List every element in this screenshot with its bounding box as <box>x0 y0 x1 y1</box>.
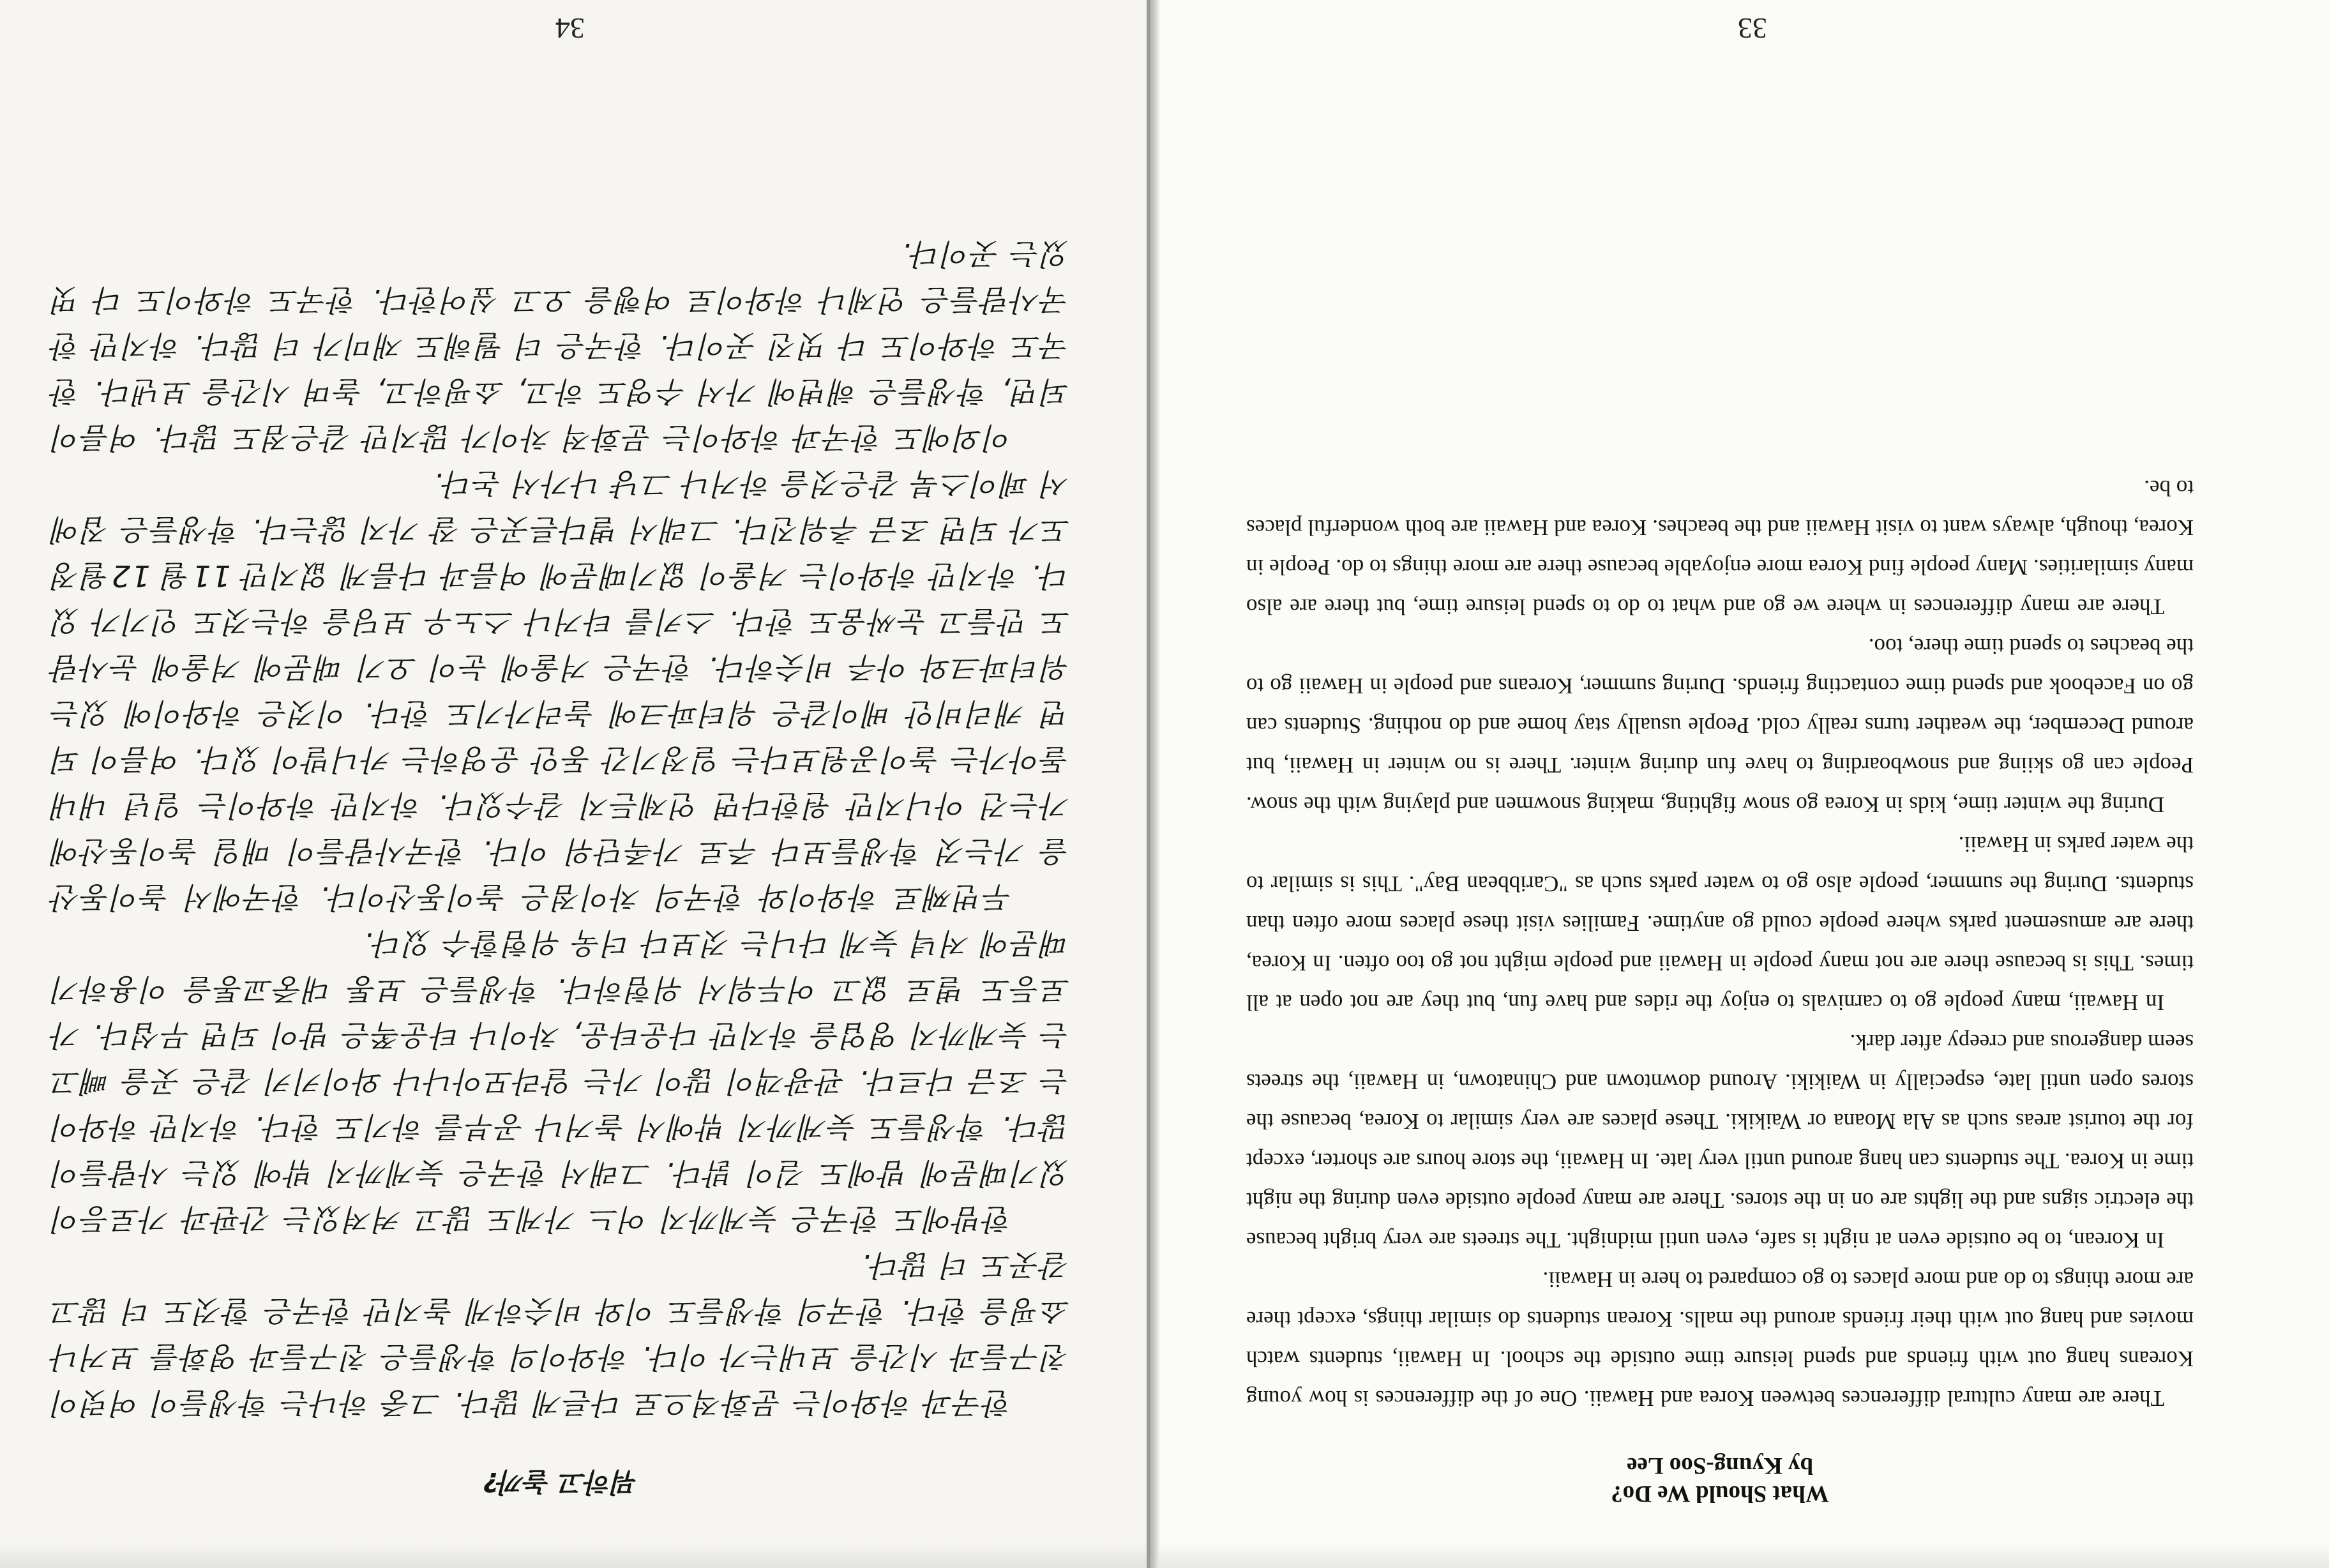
english-paragraph-2: In Korean, to be outside even at night is safe, even until midnight. The streets are very bright because the electric signs and the lights are on in the stores. There are many people outside even during the night time in Korea. The students can hang around until very late. In Hawaii, the store hours are shorter, except for the tourist areas such as Ala Moana or Waikiki. These places are very similar to Korea, because the stores open until late, especially in Waikiki. Around downtown and Chinatown, in Hawaii, the streets seem dangerous and creepy after dark. <box>1246 1030 2194 1253</box>
korean-title: 뭐하고 놀까? <box>483 1466 638 1498</box>
english-page <box>1150 0 2329 1568</box>
korean-paragraph-2: 한밤에도 한국은 늦게까지 어느 가게도 많고 켜져있는 간판과 가로등이 있기때문에 밤에도 길이 밝다. 그래서 한국은 늦게까지 밖에 있는 사람들이 많다. 학생들도 늦게까지 밖에서 놀거나 공부를 하기도 한다. 하지만 하와이는 조금 다르다. 관광객이 많이 가는 알라모아나나 와이키키 같은 곳을 빼고는 늦게까지 영업을 하지만 다운타운, 차이나 타운쪽은 밤이 되면 무섭다. 가로등도 별로 없고 어두워서 위험하다. 학생들은 보통 대중교통을 이용하기 때문에 저녁 늦게 다니는 것보다 더욱 위험할수 있다. <box>51 926 1070 1237</box>
page-number: 33 <box>1738 12 1767 45</box>
article-author: by Kyung-Soo Lee <box>1627 1452 1813 1479</box>
english-paragraph-4: During the winter time, kids in Korea go snow fighting, making snowmen and playing with the snow. People can go skiing and snowboarding to have fun during winter. There is no winter in Hawaii, but around December, the weather turns really cold. People usually stay home and do nothing. Students can go on Facebook and spend time contacting friends. During summer, Koreans and people in Hawaii go to the beaches to spend time there, too. <box>1246 634 2194 817</box>
page-edge-shadow <box>1150 1542 2329 1568</box>
english-paragraph-1: There are many cultural differences between Korea and Hawaii. One of the differences is how young Koreans hang out with friends and spend leisure time outside the school. In Hawaii, students watch movies and hang out with their friends around the malls. Korean students do similar things, except there are more things to do and more places to go compared to here in Hawaii. <box>1246 1267 2194 1411</box>
korean-paragraph-4: 이외에도 한국과 하와이는 문화적 차이가 많지만 같은점도 많다. 여름이 되면, 학생들은 해변에 가서 수영도 하고, 쇼핑하고, 놀며 시간을 보낸다. 한국도 하와이도 다 멋진 곳이다. 한국은 더 뭘해도 재미가 더 많다. 하지만 한국사람들은 언제나 하와이로 여행을 오고 싶어한다. 한국도 하와이도 다 멋있는 곳이다. <box>51 237 1070 455</box>
english-paragraph-5: There are many differences in where we go and what to do to spend leisure time, but there are also many similarities. Many people find Korea more enjoyable because there are more things to do. People in Korea, though, always want to visit Hawaii and the beaches. Korea and Hawaii are both wonderful places to be. <box>1246 476 2194 619</box>
korean-page <box>0 0 1150 1568</box>
article-title: What Should We Do? <box>1611 1481 1829 1507</box>
page-number: 34 <box>555 12 585 45</box>
korean-paragraph-1: 한국과 하와이는 문화적으로 다른게 많다. 그중 하나는 학생들이 여럿이 친구들과 시간을 보내는가 이다. 하와이의 학생들은 친구들과 영화를 보거나 쇼핑을 한다. 한국의 학생들도 이와 비슷하게 놀지만 한국은 할것도 더 많고 갈곳도 더 많다. <box>51 1248 1070 1421</box>
page-edge-shadow <box>0 1542 1147 1568</box>
english-paragraph-3: In Hawaii, many people go to carnivals to enjoy the rides and have fun, but they are not open at all times. This is because there are not many people in Hawaii and people might not go too often. In Korea, there are amusement parks where people could go anytime. Families visit these places more often than students. During the summer, people also go to water parks such as "Caribbean Bay". This is similar to the water parks in Hawaii. <box>1246 832 2194 1015</box>
korean-paragraph-3: 두번째로 하와이와 한국의 차이점은 놀이동산이다. 한국에서 놀이동산을 가는것 학생들보다 주로 가족단위 이다. 한국사람들이 매일 놀이동산에 가는건 아니지만 원한다면 언제든지 갈수있다. 하지만 하와이는 일년 내내 돌아가는 놀이공원보다는 일정기간 동안 운영하는 카니발이 있다. 여름이 되면 캐리비안 베이같은 워터파크에 놀러가기도 한다. 이것은 하와이에 있는 워터파크와 아주 비슷하다. 한국은 겨울에 눈이 오기 때문에 겨울에 눈사람도 만들고 눈싸움도 한다. 스키를 타거나 스노우 보딩을 하는것도 인기가 있다. 하지만 하와이는 겨울이 없기때문에 여름과 다름게 없지만 11월 12월정도가 되면 조금 추워진다. 그래서 별다른곳은 잘 가지 않는다. 학생들은 집에서 페이스북 같은것을 하거나 그냥 나가서 논다. <box>51 467 1070 915</box>
